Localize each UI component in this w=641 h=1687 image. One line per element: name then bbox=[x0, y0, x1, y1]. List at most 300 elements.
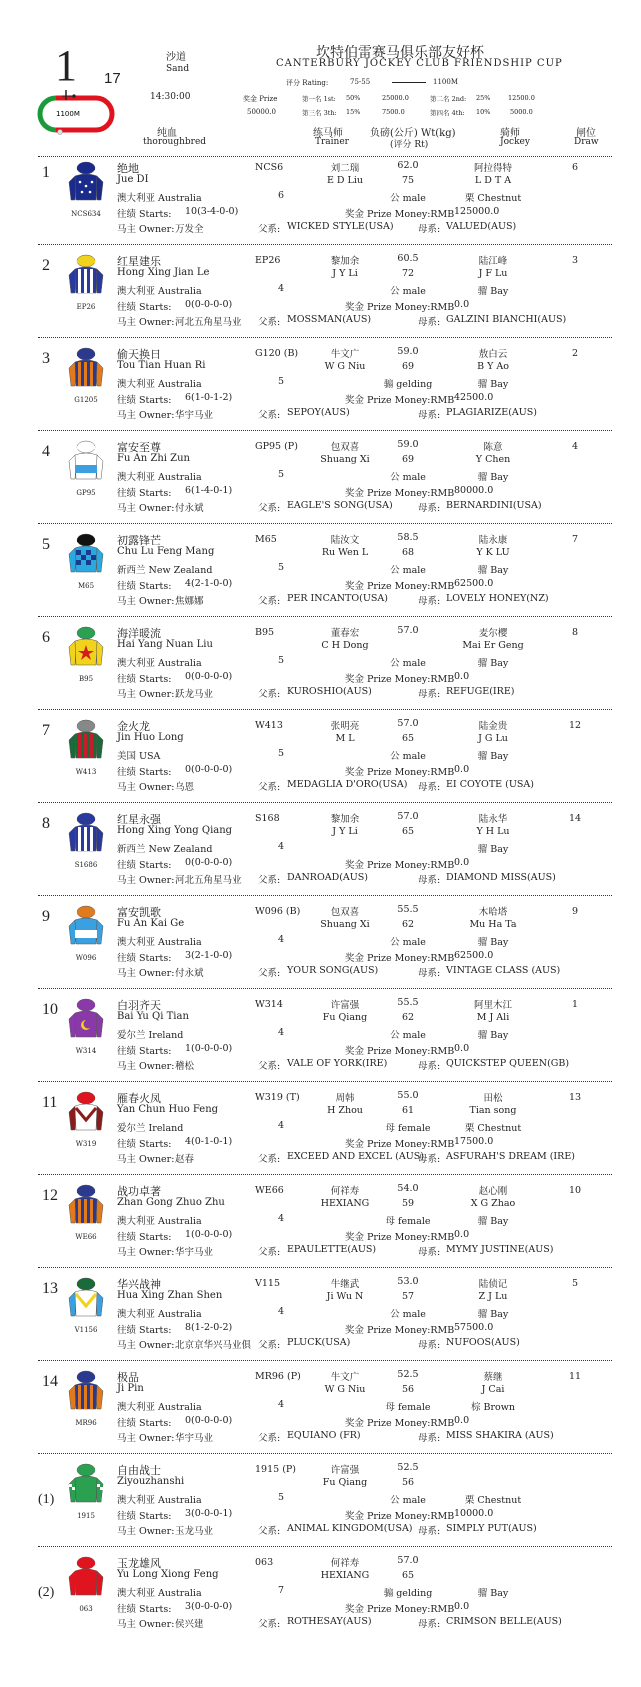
horse-name-en: Ji Pin bbox=[117, 1383, 144, 1394]
prize-money-label: 奖金 Prize Money:RMB bbox=[345, 488, 455, 499]
horse-age: 4 bbox=[278, 1027, 285, 1038]
rating: 56 bbox=[401, 1477, 415, 1488]
sire-name: MOSSMAN(AUS) bbox=[287, 314, 372, 325]
jockey-silks-icon bbox=[68, 1462, 104, 1514]
horse-name-en: Zhan Gong Zhuo Zhu bbox=[117, 1197, 225, 1208]
horse-name-cn: 红星永强 bbox=[117, 813, 161, 826]
owner-label: 马主 Owner: bbox=[117, 1340, 175, 1351]
trainer-name-cn: 黎加余 bbox=[330, 256, 360, 267]
horse-code: W319 (T) bbox=[255, 1092, 300, 1103]
trainer-name-en: H Zhou bbox=[327, 1105, 363, 1116]
trainer-name-cn: 张明亮 bbox=[330, 721, 360, 732]
rating-divider bbox=[392, 82, 426, 83]
starts-label: 往绩 Starts: bbox=[117, 674, 172, 685]
horse-name-en: Hua Xing Zhan Shen bbox=[117, 1290, 223, 1301]
horse-code: G120 (B) bbox=[255, 348, 299, 359]
draw-header-en: Draw bbox=[574, 137, 599, 147]
trainer-name-en: Shuang Xi bbox=[320, 919, 370, 930]
prize-money-label: 奖金 Prize Money:RMB bbox=[345, 1232, 455, 1243]
horse-colour: 栗 Chestnut bbox=[464, 1495, 522, 1506]
jockey-name-en: J Cai bbox=[481, 1384, 505, 1395]
trainer-name-cn: 黎加余 bbox=[330, 814, 360, 825]
horse-origin: 澳大利亚 Australia bbox=[117, 937, 202, 948]
second-amount: 12500.0 bbox=[508, 94, 535, 102]
jockey-header-en: Jockey bbox=[500, 137, 530, 147]
owner-label: 马主 Owner: bbox=[117, 503, 175, 514]
rating: 65 bbox=[401, 1570, 415, 1581]
horse-name-en: Fu An Zhi Zun bbox=[117, 453, 190, 464]
sire-label: 父系: bbox=[258, 596, 281, 607]
carried-weight: 62.0 bbox=[397, 160, 419, 171]
horse-colour: 骝 Bay bbox=[477, 1030, 509, 1041]
horse-origin: 美国 USA bbox=[117, 751, 161, 762]
silks-code: B95 bbox=[78, 675, 94, 683]
dam-label: 母系: bbox=[418, 224, 441, 235]
horse-number: (2) bbox=[38, 1585, 55, 1600]
draw-number: 4 bbox=[571, 441, 579, 452]
prize-money: 0.0 bbox=[454, 1601, 470, 1612]
jockey-name-cn: 陆侦记 bbox=[478, 1279, 508, 1290]
dam-label: 母系: bbox=[418, 782, 441, 793]
horse-number: 6 bbox=[42, 629, 50, 646]
prize-money: 0.0 bbox=[454, 299, 470, 310]
horse-name-en: Yu Long Xiong Feng bbox=[117, 1569, 219, 1580]
fourth-label: 第四名 4th: bbox=[430, 109, 465, 117]
horse-number: 1 bbox=[42, 164, 50, 181]
prize-money: 0.0 bbox=[454, 671, 470, 682]
third-amount: 7500.0 bbox=[382, 108, 405, 116]
carried-weight: 57.0 bbox=[397, 1555, 419, 1566]
owner-label: 马主 Owner: bbox=[117, 1154, 175, 1165]
prize-total: 50000.0 bbox=[247, 108, 276, 116]
horse-colour: 骝 Bay bbox=[477, 658, 509, 669]
horse-number: 10 bbox=[42, 1001, 58, 1018]
trainer-name-cn: 包双喜 bbox=[330, 442, 360, 453]
carried-weight: 58.5 bbox=[397, 532, 419, 543]
trainer-name-en: W G Niu bbox=[324, 1384, 366, 1395]
draw-number: 1 bbox=[571, 999, 579, 1010]
horse-number: 2 bbox=[42, 257, 50, 274]
horse-origin: 澳大利亚 Australia bbox=[117, 1309, 202, 1320]
horse-colour: 骝 Bay bbox=[477, 751, 509, 762]
trainer-name-en: C H Dong bbox=[321, 640, 369, 651]
silks-code: 063 bbox=[79, 1605, 93, 1613]
third-pct: 15% bbox=[346, 108, 361, 116]
owner-name: 付永斌 bbox=[175, 503, 204, 514]
starts-label: 往绩 Starts: bbox=[117, 1139, 172, 1150]
draw-number: 6 bbox=[571, 162, 579, 173]
trainer-name-en: HEXIANG bbox=[320, 1570, 370, 1581]
owner-label: 马主 Owner: bbox=[117, 410, 175, 421]
owner-label: 马主 Owner: bbox=[117, 596, 175, 607]
fourth-pct: 10% bbox=[476, 108, 491, 116]
horse-age: 4 bbox=[278, 1213, 285, 1224]
jockey-silks-icon bbox=[68, 532, 104, 584]
silks-code: V1156 bbox=[74, 1326, 98, 1334]
horse-name-en: Chu Lu Feng Mang bbox=[117, 546, 215, 557]
silks-code: G1205 bbox=[74, 396, 98, 404]
trainer-name-cn: 周韩 bbox=[335, 1093, 355, 1104]
jockey-name-cn: 陆江峰 bbox=[478, 256, 508, 267]
horse-age: 4 bbox=[278, 283, 285, 294]
horse-sex: 公 male bbox=[390, 193, 426, 204]
jockey-name-cn: 木哈塔 bbox=[478, 907, 508, 918]
horse-code: MR96 (P) bbox=[255, 1371, 301, 1382]
jockey-name-en: Mu Ha Ta bbox=[469, 919, 517, 930]
jockey-name-en: Y H Lu bbox=[476, 826, 510, 837]
prize-money-label: 奖金 Prize Money:RMB bbox=[345, 860, 455, 871]
horse-number: 5 bbox=[42, 536, 50, 553]
owner-label: 马主 Owner: bbox=[117, 782, 175, 793]
trainer-name-cn: 许富强 bbox=[330, 1465, 360, 1476]
horse-name-cn: 富安至尊 bbox=[117, 441, 161, 454]
horse-colour: 骝 Bay bbox=[477, 565, 509, 576]
jockey-name-en: Mai Er Geng bbox=[462, 640, 524, 651]
dam-name: SIMPLY PUT(AUS) bbox=[446, 1523, 537, 1534]
horse-age: 4 bbox=[278, 934, 285, 945]
horse-row bbox=[0, 718, 641, 811]
starts-label: 往绩 Starts: bbox=[117, 395, 172, 406]
jockey-silks-icon bbox=[68, 160, 104, 212]
dam-name: NUFOOS(AUS) bbox=[446, 1337, 520, 1348]
sire-name: SEPOY(AUS) bbox=[287, 407, 350, 418]
horse-colour: 棕 Brown bbox=[470, 1402, 515, 1413]
carried-weight: 57.0 bbox=[397, 811, 419, 822]
starts-record: 0(0-0-0-0) bbox=[185, 764, 233, 775]
horse-origin: 澳大利亚 Australia bbox=[117, 193, 202, 204]
dam-name: REFUGE(IRE) bbox=[446, 686, 515, 697]
jockey-header-cn: 骑师 bbox=[500, 128, 520, 139]
silks-code: W096 bbox=[75, 954, 97, 962]
sire-name: ANIMAL KINGDOM(USA) bbox=[287, 1523, 413, 1534]
row-divider bbox=[38, 988, 612, 989]
trainer-name-cn: 何祥寿 bbox=[330, 1186, 360, 1197]
jockey-silks-icon bbox=[68, 811, 104, 863]
starts-label: 往绩 Starts: bbox=[117, 1511, 172, 1522]
horse-number: 12 bbox=[42, 1187, 58, 1204]
trainer-name-en: Shuang Xi bbox=[320, 454, 370, 465]
horse-age: 5 bbox=[278, 748, 285, 759]
dam-label: 母系: bbox=[418, 1247, 441, 1258]
horse-colour: 栗 Chestnut bbox=[464, 1123, 522, 1134]
horse-code: B95 bbox=[255, 627, 275, 638]
horse-name-cn: 战功卓著 bbox=[117, 1185, 161, 1198]
starts-label: 往绩 Starts: bbox=[117, 953, 172, 964]
carried-weight: 52.5 bbox=[397, 1462, 419, 1473]
horse-code: NCS6 bbox=[255, 162, 284, 173]
horse-origin: 澳大利亚 Australia bbox=[117, 286, 202, 297]
sire-name: WICKED STYLE(USA) bbox=[287, 221, 394, 232]
draw-header-cn: 闸位 bbox=[576, 128, 596, 139]
horse-number: 3 bbox=[42, 350, 50, 367]
sire-name: EPAULETTE(AUS) bbox=[287, 1244, 377, 1255]
second-label: 第二名 2nd: bbox=[430, 95, 467, 103]
carried-weight: 55.0 bbox=[397, 1090, 419, 1101]
trainer-header-cn: 练马师 bbox=[313, 128, 343, 139]
sire-name: EQUIANO (FR) bbox=[287, 1430, 361, 1441]
row-divider bbox=[38, 1081, 612, 1082]
trainer-name-en: Fu Qiang bbox=[322, 1012, 368, 1023]
horse-origin: 澳大利亚 Australia bbox=[117, 1588, 202, 1599]
draw-number: 13 bbox=[568, 1092, 582, 1103]
dam-label: 母系: bbox=[418, 596, 441, 607]
carried-weight: 55.5 bbox=[397, 997, 419, 1008]
prize-money-label: 奖金 Prize Money:RMB bbox=[345, 1325, 455, 1336]
starts-record: 0(0-0-0-0) bbox=[185, 1415, 233, 1426]
horse-number: 9 bbox=[42, 908, 50, 925]
horse-origin: 澳大利亚 Australia bbox=[117, 1402, 202, 1413]
horse-name-en: Hai Yang Nuan Liu bbox=[117, 639, 213, 650]
starts-label: 往绩 Starts: bbox=[117, 1232, 172, 1243]
jockey-silks-icon bbox=[68, 997, 104, 1049]
race-title-cn: 坎特伯雷赛马俱乐部友好杯 bbox=[316, 45, 484, 61]
starts-record: 1(0-0-0-0) bbox=[185, 1043, 233, 1054]
starts-label: 往绩 Starts: bbox=[117, 1418, 172, 1429]
prize-money: 0.0 bbox=[454, 1043, 470, 1054]
horse-age: 5 bbox=[278, 469, 285, 480]
horse-name-cn: 自由战士 bbox=[117, 1464, 161, 1477]
sire-name: MEDAGLIA D'ORO(USA) bbox=[287, 779, 408, 790]
dam-name: VALUED(AUS) bbox=[446, 221, 517, 232]
prize-money-label: 奖金 Prize Money:RMB bbox=[345, 395, 455, 406]
horse-code: W413 bbox=[255, 720, 283, 731]
jockey-name-cn: 赵心刚 bbox=[478, 1186, 508, 1197]
row-divider bbox=[38, 1453, 612, 1454]
fourth-amount: 5000.0 bbox=[510, 108, 533, 116]
horse-code: EP26 bbox=[255, 255, 281, 266]
track-diagram bbox=[36, 88, 116, 140]
carried-weight: 57.0 bbox=[397, 625, 419, 636]
jockey-name-cn: 阿拉得特 bbox=[473, 163, 512, 174]
silks-code: M65 bbox=[77, 582, 95, 590]
race-time: 14:30:00 bbox=[150, 92, 191, 102]
draw-number: 9 bbox=[571, 906, 579, 917]
jockey-name-en: Tian song bbox=[469, 1105, 517, 1116]
horse-age: 4 bbox=[278, 841, 285, 852]
horse-sex: 母 female bbox=[385, 1402, 431, 1413]
dam-name: QUICKSTEP QUEEN(GB) bbox=[446, 1058, 570, 1069]
owner-label: 马主 Owner: bbox=[117, 1526, 175, 1537]
sire-label: 父系: bbox=[258, 503, 281, 514]
jockey-name-en: L D T A bbox=[474, 175, 512, 186]
sire-name: YOUR SONG(AUS) bbox=[287, 965, 379, 976]
jockey-silks-icon bbox=[68, 625, 104, 677]
horse-name-cn: 富安凯歌 bbox=[117, 906, 161, 919]
sire-label: 父系: bbox=[258, 1154, 281, 1165]
owner-label: 马主 Owner: bbox=[117, 1433, 175, 1444]
trainer-name-en: M L bbox=[335, 733, 355, 744]
horse-row bbox=[0, 1276, 641, 1369]
trainer-header-en: Trainer bbox=[315, 137, 349, 147]
jockey-silks-icon bbox=[68, 1276, 104, 1328]
horse-sex: 公 male bbox=[390, 1309, 426, 1320]
sire-name: EXCEED AND EXCEL (AUS) bbox=[287, 1151, 424, 1162]
horse-age: 5 bbox=[278, 562, 285, 573]
horse-name-en: Jin Huo Long bbox=[117, 732, 184, 743]
horse-name-en: Jue DI bbox=[117, 174, 149, 185]
horse-sex: 公 male bbox=[390, 751, 426, 762]
horse-name-en: Yan Chun Huo Feng bbox=[117, 1104, 219, 1115]
rating: 57 bbox=[401, 1291, 415, 1302]
trainer-name-cn: 董春宏 bbox=[330, 628, 360, 639]
horse-name-cn: 金火龙 bbox=[117, 720, 150, 733]
starts-record: 3(2-1-0-0) bbox=[185, 950, 233, 961]
prize-money: 0.0 bbox=[454, 1229, 470, 1240]
silks-code: 1915 bbox=[77, 1512, 95, 1520]
horse-row bbox=[0, 625, 641, 718]
horse-number: 11 bbox=[42, 1094, 58, 1111]
first-amount: 25000.0 bbox=[382, 94, 409, 102]
prize-money: 57500.0 bbox=[454, 1322, 494, 1333]
horse-age: 5 bbox=[278, 1492, 285, 1503]
carried-weight: 57.0 bbox=[397, 718, 419, 729]
prize-money: 62500.0 bbox=[454, 950, 494, 961]
horse-name-en: Hong Xing Yong Qiang bbox=[117, 825, 233, 836]
dam-name: ASFURAH'S DREAM (IRE) bbox=[446, 1151, 575, 1162]
row-divider bbox=[38, 1546, 612, 1547]
horse-sex: 公 male bbox=[390, 658, 426, 669]
starts-label: 往绩 Starts: bbox=[117, 860, 172, 871]
sire-label: 父系: bbox=[258, 689, 281, 700]
prize-money: 80000.0 bbox=[454, 485, 494, 496]
jockey-name-cn: 陆永华 bbox=[478, 814, 508, 825]
prize-money-label: 奖金 Prize Money:RMB bbox=[345, 1604, 455, 1615]
horse-row bbox=[0, 904, 641, 997]
owner-label: 马主 Owner: bbox=[117, 875, 175, 886]
carried-weight: 54.0 bbox=[397, 1183, 419, 1194]
horse-number: 13 bbox=[42, 1280, 58, 1297]
starts-record: 0(0-0-0-0) bbox=[185, 857, 233, 868]
horse-origin: 爱尔兰 Ireland bbox=[117, 1123, 184, 1134]
carried-weight: 52.5 bbox=[397, 1369, 419, 1380]
prize-money: 10000.0 bbox=[454, 1508, 494, 1519]
rating: 62 bbox=[401, 1012, 415, 1023]
draw-number: 11 bbox=[568, 1371, 582, 1382]
horse-code: M65 bbox=[255, 534, 277, 545]
owner-name: 跃龙马业 bbox=[175, 689, 214, 700]
carried-weight: 59.0 bbox=[397, 346, 419, 357]
horse-code: S168 bbox=[255, 813, 280, 824]
jockey-name-cn: 阿里木江 bbox=[473, 1000, 512, 1011]
silks-code: W319 bbox=[75, 1140, 97, 1148]
horse-number: 14 bbox=[42, 1373, 58, 1390]
sire-name: PER INCANTO(USA) bbox=[287, 593, 388, 604]
silks-code: W413 bbox=[75, 768, 97, 776]
second-pct: 25% bbox=[476, 94, 491, 102]
jockey-silks-icon bbox=[68, 1555, 104, 1607]
trainer-name-en: E D Liu bbox=[326, 175, 364, 186]
starts-label: 往绩 Starts: bbox=[117, 488, 172, 499]
starts-record: 0(0-0-0-0) bbox=[185, 299, 233, 310]
rating: 72 bbox=[401, 268, 415, 279]
horse-name-en: Hong Xing Jian Le bbox=[117, 267, 210, 278]
horse-number: (1) bbox=[38, 1492, 55, 1507]
jockey-silks-icon bbox=[68, 1090, 104, 1142]
dam-name: BERNARDINI(USA) bbox=[446, 500, 542, 511]
dam-label: 母系: bbox=[418, 968, 441, 979]
row-divider bbox=[38, 709, 612, 710]
dam-name: DIAMOND MISS(AUS) bbox=[446, 872, 556, 883]
sire-name: KUROSHIO(AUS) bbox=[287, 686, 372, 697]
sire-label: 父系: bbox=[258, 1247, 281, 1258]
horse-sex: 骟 gelding bbox=[383, 379, 433, 390]
dam-label: 母系: bbox=[418, 1340, 441, 1351]
jockey-name-en: Y K LU bbox=[476, 547, 510, 558]
rating-label: 评分 Rating: bbox=[286, 79, 329, 87]
horse-age: 4 bbox=[278, 1399, 285, 1410]
horse-colour: 骝 Bay bbox=[477, 937, 509, 948]
starts-record: 8(1-2-0-2) bbox=[185, 1322, 233, 1333]
horse-sex: 公 male bbox=[390, 937, 426, 948]
row-divider bbox=[38, 244, 612, 245]
row-divider bbox=[38, 430, 612, 431]
horse-sex: 公 male bbox=[390, 286, 426, 297]
silks-code: MR96 bbox=[75, 1419, 97, 1427]
prize-money: 125000.0 bbox=[454, 206, 500, 217]
silks-code: NCS634 bbox=[71, 210, 101, 218]
horse-colour: 骝 Bay bbox=[477, 1216, 509, 1227]
dam-name: PLAGIARIZE(AUS) bbox=[446, 407, 537, 418]
jockey-name-en: M J Ali bbox=[476, 1012, 510, 1023]
dam-name: CRIMSON BELLE(AUS) bbox=[446, 1616, 562, 1627]
horse-code: W096 (B) bbox=[255, 906, 301, 917]
horse-name-en: Tou Tian Huan Ri bbox=[117, 360, 206, 371]
starts-record: 4(0-1-0-1) bbox=[185, 1136, 233, 1147]
horse-sex: 骟 gelding bbox=[383, 1588, 433, 1599]
horse-origin: 澳大利亚 Australia bbox=[117, 1216, 202, 1227]
dam-label: 母系: bbox=[418, 1433, 441, 1444]
owner-name: 焦娜娜 bbox=[175, 596, 204, 607]
horse-row bbox=[0, 1369, 641, 1462]
trainer-name-en: HEXIANG bbox=[320, 1198, 370, 1209]
carried-weight: 60.5 bbox=[397, 253, 419, 264]
rating: 69 bbox=[401, 454, 415, 465]
horse-age: 5 bbox=[278, 655, 285, 666]
dam-label: 母系: bbox=[418, 1619, 441, 1630]
horse-row bbox=[0, 439, 641, 532]
rating: 56 bbox=[401, 1384, 415, 1395]
trainer-name-cn: 牛继武 bbox=[330, 1279, 360, 1290]
starts-record: 0(0-0-0-0) bbox=[185, 671, 233, 682]
horse-name-cn: 白羽齐天 bbox=[117, 999, 161, 1012]
draw-number: 12 bbox=[568, 720, 582, 731]
breed-en: thoroughbred bbox=[143, 137, 207, 147]
row-divider bbox=[38, 802, 612, 803]
horse-origin: 澳大利亚 Australia bbox=[117, 379, 202, 390]
horse-row bbox=[0, 811, 641, 904]
sire-label: 父系: bbox=[258, 410, 281, 421]
row-divider bbox=[38, 523, 612, 524]
first-pct: 50% bbox=[346, 94, 361, 102]
jockey-silks-icon bbox=[68, 253, 104, 305]
horse-sex: 公 male bbox=[390, 1030, 426, 1041]
track-distance-label: 1100M bbox=[56, 110, 80, 118]
draw-number: 10 bbox=[568, 1185, 582, 1196]
owner-name: 乌恩 bbox=[175, 782, 195, 793]
owner-name: 万发全 bbox=[175, 224, 204, 235]
prize-money-label: 奖金 Prize Money:RMB bbox=[345, 953, 455, 964]
owner-name: 河北五角星马业 bbox=[175, 875, 242, 886]
horse-name-cn: 绝地 bbox=[117, 162, 139, 175]
horse-origin: 爱尔兰 Ireland bbox=[117, 1030, 184, 1041]
starts-label: 往绩 Starts: bbox=[117, 1604, 172, 1615]
horse-name-cn: 初露锋芒 bbox=[117, 534, 161, 547]
jockey-name-en: Z J Lu bbox=[478, 1291, 508, 1302]
prize-money-label: 奖金 Prize Money:RMB bbox=[345, 209, 455, 220]
horse-sex: 母 female bbox=[385, 1123, 431, 1134]
owner-name: 河北五角星马业 bbox=[175, 317, 242, 328]
jockey-silks-icon bbox=[68, 1369, 104, 1421]
